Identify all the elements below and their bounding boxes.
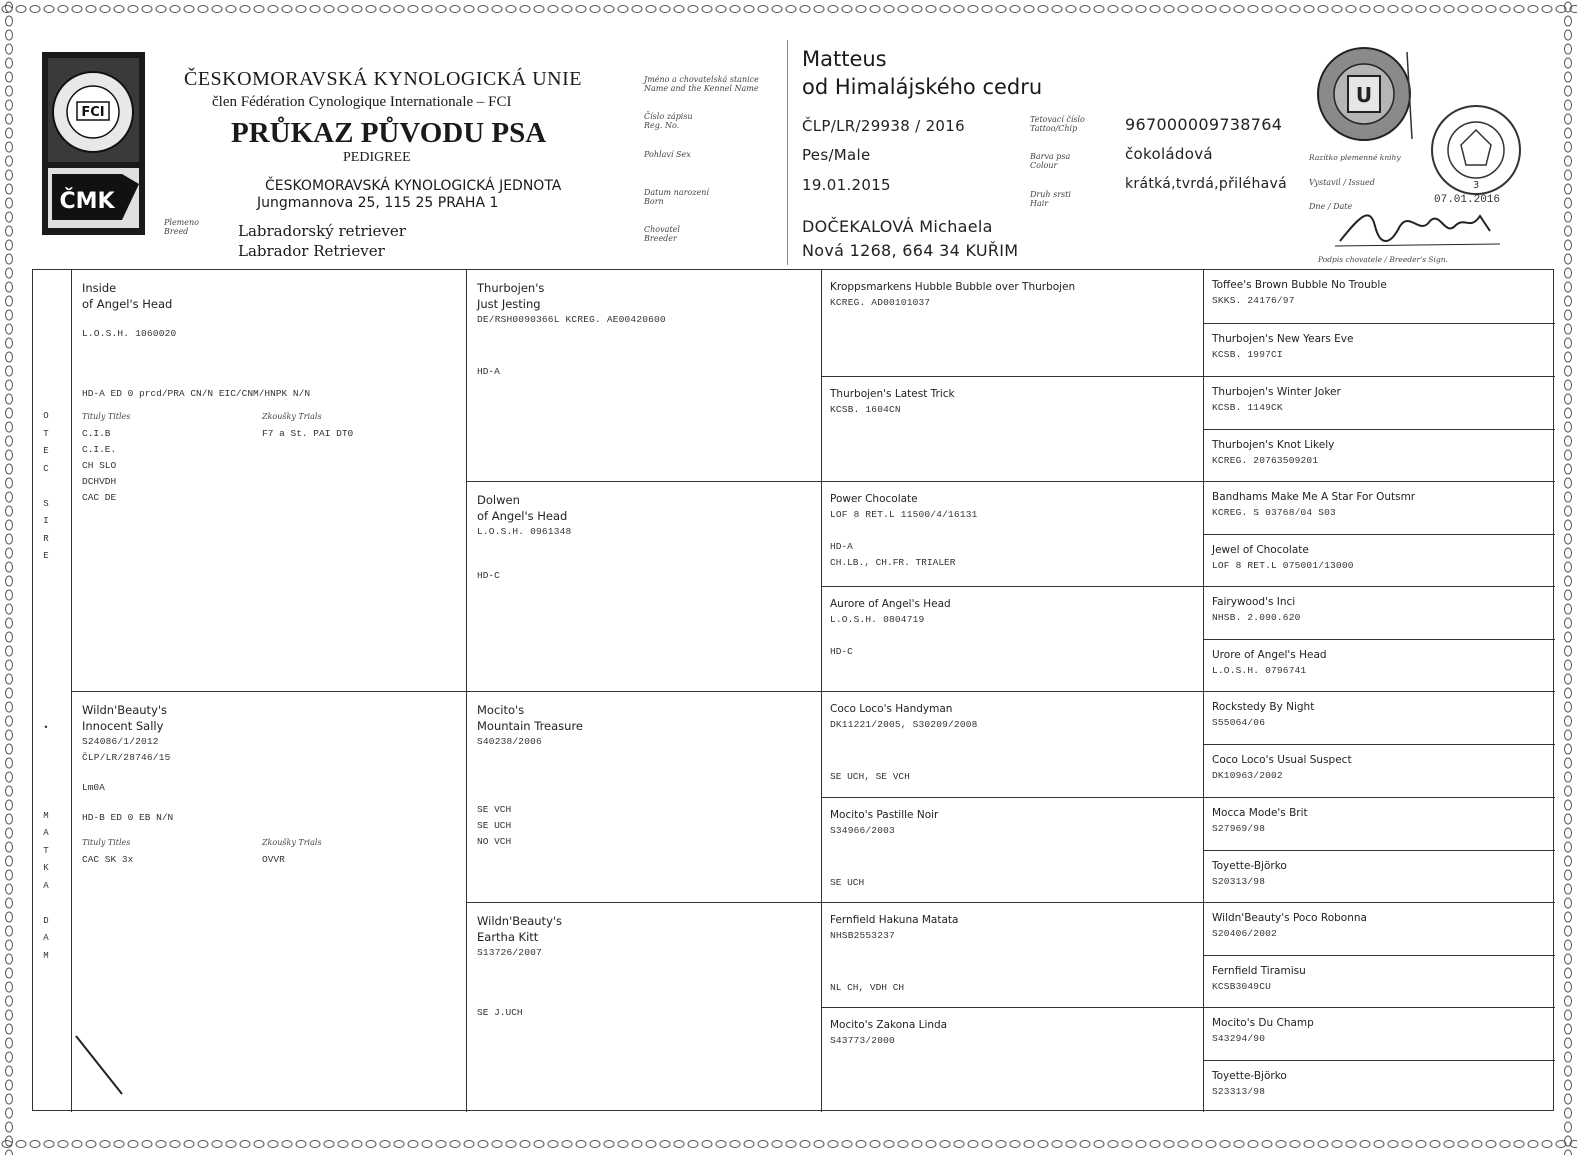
sire-trials: F7 a St. PAI DT0 [262,428,354,439]
tattoo-label: Tetovací číslo Tattoo/Chip [1030,115,1085,133]
sire-cell [71,270,466,691]
colour-label: Barva psa Colour [1030,152,1071,170]
g4-reg: S27969/98 [1212,823,1266,834]
g2-cell [466,270,821,481]
dam-trials: OVVR [262,854,285,865]
owner-address: Nová 1268, 664 34 KUŘIM [802,241,1019,260]
sire-trials-label: Zkoušky Trials [262,412,322,421]
date-label: Dne / Date [1309,202,1353,211]
logo-panel [42,52,145,235]
g4-reg: L.O.S.H. 0796741 [1212,665,1307,676]
g4-cell [1203,1007,1555,1060]
g3-extra: SE UCH, SE VCH [830,771,910,782]
g4-name: Toyette-Björko [1212,1070,1287,1082]
g4-cell [1203,481,1555,534]
header-divider [787,40,788,265]
g2-name: Just Jesting [477,297,541,311]
g4-reg: DK10963/2002 [1212,770,1283,781]
g4-cell [1203,691,1555,744]
side-letter: S [43,498,49,509]
doc-title: PRŮKAZ PŮVODU PSA [231,117,547,149]
owner-label: Chovatel Breeder [644,225,680,243]
g3-name: Thurbojen's Latest Trick [830,388,955,400]
g4-cell [1203,850,1555,902]
g3-cell [821,902,1203,1007]
sire-title: CH SLO [82,460,117,471]
g3-name: Fernfield Hakuna Matata [830,914,959,926]
sire-title: CAC DE [82,492,117,503]
side-letter: T [43,428,49,439]
g3-reg: LOF 8 RET.L 11500/4/16131 [830,509,978,520]
svg-text:3: 3 [1472,180,1480,191]
g4-name: Urore of Angel's Head [1212,649,1327,661]
g2-name: Eartha Kitt [477,930,539,944]
g3-name: Power Chocolate [830,493,918,505]
side-letter [39,895,53,913]
org-member: člen Fédération Cynologique Internationale – FCI [212,94,512,110]
g4-name: Wildn'Beauty's Poco Robonna [1212,912,1367,924]
g2-name: Thurbojen's [477,281,545,295]
hair-label: Druh srsti Hair [1030,190,1071,208]
dam-name: Innocent Sally [82,719,164,733]
strike-mark-icon [72,1032,132,1102]
g3-reg: NHSB2553237 [830,930,895,941]
g4-reg: SKKS. 24176/97 [1212,295,1295,306]
decorative-border-bottom [0,1135,1577,1153]
issued-label: Vystavil / Issued [1309,178,1375,187]
g2-extra: SE UCH [477,820,512,831]
g4-name: Thurbojen's Knot Likely [1212,439,1335,451]
club-name: ČESKOMORAVSKÁ KYNOLOGICKÁ JEDNOTA [265,178,562,194]
side-letter [39,773,53,791]
club-address: Jungmannova 25, 115 25 PRAHA 1 [257,195,499,211]
side-letter: D [43,915,49,926]
g3-cell [821,270,1203,376]
g3-cell [821,1007,1203,1112]
dam-titles: CAC SK 3x [82,854,134,865]
g4-reg: S23313/98 [1212,1086,1266,1097]
decorative-border-right [1559,0,1577,1155]
g4-name: Mocca Mode's Brit [1212,807,1308,819]
g2-reg: S13726/2007 [477,947,542,958]
sire-health: HD-A ED 0 prcd/PRA CN/N EIC/CNM/HNPK N/N [82,388,311,399]
club-round-stamp-icon [1426,100,1526,200]
g2-reg: L.O.S.H. 0961348 [477,526,572,537]
g3-name: Kroppsmarkens Hubble Bubble over Thurbojen [830,281,1076,293]
side-letter: I [43,516,49,526]
side-letter: A [43,933,49,943]
hair-value: krátká,tvrdá,přiléhavá [1125,176,1287,192]
g4-reg: KCSB. 1149CK [1212,402,1283,413]
svg-text:FCI: FCI [81,105,105,120]
dog-name-line2: od Himalájského cedru [802,75,1043,99]
g2-extra: SE VCH [477,804,512,815]
g4-reg: NHSB. 2.090.620 [1212,612,1301,623]
g4-reg: S43294/90 [1212,1033,1266,1044]
g2-extra: NO VCH [477,836,512,847]
g3-cell [821,797,1203,902]
g2-cell [466,691,821,902]
g4-reg: KCREG. S 03768/04 S03 [1212,507,1336,518]
side-letter: C [43,463,49,474]
dam-trials-label: Zkoušky Trials [262,838,322,847]
decorative-border-top [0,0,1577,18]
g4-reg: KCREG. 20763509201 [1212,455,1319,466]
g3-cell [821,586,1203,691]
breed-book-stamp-icon [1312,44,1422,144]
g2-extra: HD-A [477,366,500,377]
svg-text:U: U [1355,83,1373,107]
g4-reg: S20313/98 [1212,876,1266,887]
side-letter: • [43,723,49,733]
g4-name: Thurbojen's Winter Joker [1212,386,1341,398]
side-letter: E [43,551,49,561]
g3-reg: KCREG. AD00101037 [830,297,931,308]
sire-side-label [39,408,53,566]
side-letter: R [43,533,49,544]
side-letter: T [43,845,49,856]
dam-health: HD-B ED 0 EB N/N [82,812,174,823]
svg-text:ČMK: ČMK [59,189,115,214]
g4-cell [1203,534,1555,586]
g3-extra: SE UCH [830,877,865,888]
fci-cmku-logo-icon [42,52,145,235]
g3-name: Mocito's Zakona Linda [830,1019,948,1031]
reg-label: Číslo zápisu Reg. No. [644,112,693,130]
side-letter: K [43,863,49,873]
g3-reg: L.O.S.H. 0804719 [830,614,925,625]
side-letter [39,755,53,773]
name-label: Jméno a chovatelská stanice Name and the Kennel Name [644,75,759,93]
g4-cell [1203,797,1555,850]
g2-name: Wildn'Beauty's [477,914,563,928]
g4-name: Jewel of Chocolate [1212,544,1309,556]
g2-name: Dolwen [477,493,520,507]
g4-reg: LOF 8 RET.L 075001/13000 [1212,560,1354,571]
pedigree-table [32,269,1554,1111]
side-letter: A [43,828,49,838]
g2-cell [466,902,821,1112]
decorative-border-left [0,0,18,1155]
side-letter [39,478,53,496]
g3-cell [821,376,1203,481]
side-letter [39,738,53,756]
g4-name: Bandhams Make Me A Star For Outsmr [1212,491,1416,503]
sire-name: of Angel's Head [82,297,173,311]
g4-cell [1203,902,1555,955]
g4-name: Coco Loco's Usual Suspect [1212,754,1352,766]
g4-name: Toyette-Björko [1212,860,1287,872]
breed-en: Labrador Retriever [238,242,385,260]
g2-name: Mocito's [477,703,525,717]
side-letter: M [43,810,49,821]
g3-extra: CH.LB., CH.FR. TRIALER [830,557,956,568]
doc-subtitle: PEDIGREE [343,150,411,165]
g3-extra: HD-A [830,541,853,552]
g2-extra: HD-C [477,570,500,581]
g4-name: Fairywood's Inci [1212,596,1296,608]
g4-cell [1203,639,1555,691]
side-letter [39,790,53,808]
dam-titles-label: Tituly Titles [82,838,131,847]
dam-side-label [39,720,53,965]
side-letter: O [43,411,49,421]
sire-title: C.I.E. [82,444,117,455]
sire-title: DCHVDH [82,476,117,487]
reg-no: ČLP/LR/29938 / 2016 [802,117,965,135]
g2-reg: DE/RSH0090366L KCREG. AE00420600 [477,314,666,325]
g4-cell [1203,270,1555,323]
g3-reg: S34966/2003 [830,825,895,836]
signature-label: Podpis chovatele / Breeder's Sign. [1318,255,1448,264]
org-name: ČESKOMORAVSKÁ KYNOLOGICKÁ UNIE [184,68,582,90]
g4-cell [1203,955,1555,1007]
side-letter: M [43,950,49,961]
g4-cell [1203,376,1555,429]
g3-name: Aurore of Angel's Head [830,598,951,610]
g4-reg: S20406/2002 [1212,928,1277,939]
g2-name: Mountain Treasure [477,719,583,733]
issue-date: 07.01.2016 [1434,194,1501,206]
g3-reg: KCSB. 1604CN [830,404,901,415]
born-value: 19.01.2015 [802,176,891,194]
side-letter: A [43,880,49,891]
g4-reg: S55064/06 [1212,717,1266,728]
g3-cell [821,481,1203,586]
g3-reg: S43773/2000 [830,1035,895,1046]
g3-name: Mocito's Pastille Noir [830,809,939,821]
breed-label: Plemeno Breed [164,218,199,236]
g4-name: Rockstedy By Night [1212,701,1315,713]
sex-label: Pohlaví Sex [644,150,691,159]
g4-name: Fernfield Tiramisu [1212,965,1306,977]
sire-titles-label: Tituly Titles [82,412,131,421]
g4-cell [1203,429,1555,481]
dam-reg: ČLP/LR/28746/15 [82,752,171,763]
signature-icon [1330,196,1510,256]
g4-name: Thurbojen's New Years Eve [1212,333,1354,345]
g3-cell [821,691,1203,797]
g4-name: Toffee's Brown Bubble No Trouble [1212,279,1387,291]
g2-cell [466,481,821,691]
g3-extra: HD-C [830,646,853,657]
owner-name: DOČEKALOVÁ Michaela [802,217,993,236]
chip-value: 967000009738764 [1125,115,1283,134]
side-letter: E [43,446,49,456]
dam-health-extra: Lm0A [82,782,105,793]
g3-name: Coco Loco's Handyman [830,703,953,715]
born-label: Datum narození Born [644,188,709,206]
g4-cell [1203,586,1555,639]
g4-name: Mocito's Du Champ [1212,1017,1314,1029]
dam-reg: S24086/1/2012 [82,736,159,747]
breed-cz: Labradorský retriever [238,222,406,240]
dog-name-line1: Matteus [802,47,887,71]
sire-name: Inside [82,281,117,295]
g3-reg: DK11221/2005, S30209/2008 [830,719,978,730]
g2-extra: SE J.UCH [477,1007,523,1018]
g2-name: of Angel's Head [477,509,568,523]
g4-cell [1203,1060,1555,1112]
dam-name: Wildn'Beauty's [82,703,168,717]
stamp-label: Razítko plemenné knihy [1309,153,1401,162]
colour-value: čokoládová [1125,145,1213,163]
dam-cell [71,691,466,1112]
sex-value: Pes/Male [802,146,871,164]
g4-reg: KCSB3049CU [1212,981,1272,992]
g4-cell [1203,744,1555,797]
sire-reg: L.O.S.H. 1060020 [82,328,177,339]
g4-reg: KCSB. 1997CI [1212,349,1283,360]
g4-cell [1203,323,1555,376]
g3-extra: NL CH, VDH CH [830,982,905,993]
sire-title: C.I.B [82,428,111,439]
g2-reg: S40238/2006 [477,736,542,747]
